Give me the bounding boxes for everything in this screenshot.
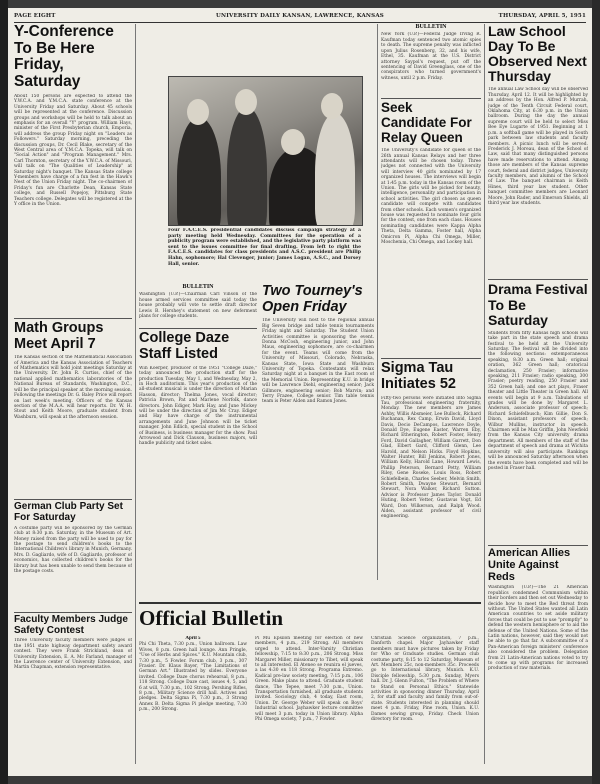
divider <box>14 318 132 319</box>
sigma-body: Fifty-two persons were initiated into Sigma Tau, professional engineering fraternity, Monday. The new members are James Ashby, Willis Absmeier, Lee Bullock, Richard Buchanan, Rex Camp, Erwin David, Lloyd Davis, Decio DeCampos, Lawrence Doyle, Donald Dye, Eugene Easter, Warren Eby, Richard Etherington, Robert Foster, Henry Ford, David Gallagher, William Garrett, Don Glad, Elbert Gard, Clifford Glenn, Lee Harold, and Nelson Hicks. Floyd Hopkins, Walter Hunter, Bill Jenkins, Robert Jones, William Kelly, Harold Lane, Howard Lewis, Phillip Peterson, Bernard Petty, William Riley, Gene Roseke, Louis Ross, Robert Schiefelbein, Charles Seeber, Melvin Smith, Robert Smith, Dwayne Stewart, Bernard Stewart, Nora Walker, Richard Sutton. Advisor is Professor James Taylor. Donald Huting, Robert Vetter, Gustavus Vogt, Ed Ward, Don Wilkerson, and Ralph Wood. Alden, assistant professor of civil engineering. <box>381 395 481 520</box>
bulletin-col3-text: Christian Science organization, 7 p.m., Danforth chapel. Major Jayhawker staff members must have pictures taken by Friday for Who or Graduate studies. German club costume party, 8:15 to 12 Saturday, Museum of Art. Members 25c, non-members 35c. Proceeds go to International library, Munich. K.U. Disciple fellowship, 5:30 p.m. Sunday, Myers hall. Dr. J. Glenn Fulton, "The Problem of Where to Stand on Personal Ethics." Statewide activities in sponsoring dinner Thursday, April 2, for staff and faculty and family from out-of-state. Students interested in planning should meet 4 p.m. Friday, Pine room, Union. K.U. Dames sewing group, Friday. Check Union directory for room. <box>371 636 479 723</box>
column-center-right <box>381 24 481 580</box>
math-body: The Kansas section of the Mathematical Association of America and the Kansas Association of Teachers of Mathematics will hold joint meetings Saturday at the University. Dr. John R. Curtiss, chief of the national applied mathematics laboratories of the National Bureau of Standards, Washington, D.C., will be the principal speaker at the morning session. Following the meetings Dr. G. Baley Price will report on last week's meeting. Officers of the Kansas section of the M.A.A. will hear reports. Dr. W. H. Stout and Keith Moore, graduate student from Washburn, will speak at the afternoon session. <box>14 355 132 420</box>
bulletin-col-3 <box>371 636 479 772</box>
drama-body: Students from fifty Kansas high schools will take part in the state speech and drama festival to be held at the University Saturday. The festival will be divided into the following sections: extemporaneous speaking, 8:30 a.m. Green hall; original oration, 362 Green hall; oratorical declamation, 250 Frasier; informative speaking, 211 Frasier; radio speaking, 300 Frasier; poetry reading, 250 Frasier and 352 Green hall; and one act plays, Fraser theater and Little Theater in Green hall. All events will begin at 9 a.m. Tabulations of grades will be done by Margaret L. Anderson, associate professor of speech; Richard Schiefelbusch; Kim Gillie, Don S. Dixon, assistant professors of speech; Wilbur Mullins, instructor in speech. Chairmen will be Max Griffin, John Newfield from the Kansas City university drama department. All members of the staff of the department of speech and drama at Wichita university will also participate. Rankings will be announced Saturday afternoon when the events have been completed and will be posted in Fraser hall. <box>488 330 588 471</box>
paper-name: UNIVERSITY DAILY KANSAN, LAWRENCE, KANSAS <box>216 13 384 19</box>
divider <box>488 545 588 546</box>
bulletin-col2-text: Pi Mu Epsilon meeting for election of new members, 4 p.m., 219 Strong. All members urged to attend. Inter-Varsity Christian fellowship, 7:15 to 8:30 p.m., 206 Strong. Miss Margaret Miller, missionary to Tibet, will speak to all interested. El Ateneo se reunira el jueves, a las 4:30 en 118 Strong. Programa Extremo. Kadical pre-law society meeting, 7:15 p.m., 106 Green. Make plans to attend. Graduate student dance, The Tepee, meet 7:30 p.m., Union. Transportation furnished, all graduate students invited. Sociology club, 4 today, East room, Union. Dr. George Weber will speak on Boys' Industrial school. Jayhawker lecture committee will meet 3 p.m. today in Union library. Alpha Phi Omega society, 7 p.m., 7 Fowler. <box>255 636 363 723</box>
german-body: A costume party will be sponsored by the German club at 8:30 p.m. Saturday, in the Museum of Art. Money raised from the party will be used to pay for the postage to send children's books to the International Children's library in Munich, Germany. Mrs. D. Gagliardo, wife of D. Gagliardo, professor of economics, has collected children's books for the library but has been unable to send them because of the postage costs. <box>14 525 132 575</box>
photo-face <box>235 89 257 115</box>
divider <box>381 358 481 359</box>
tourney-body: The University will host to the regional annual Big Seven bridge and table tennis tournaments Friday night and Saturday. The Student Union Activities committee is sponsoring the event. Donna McCosh, engineering junior, and John Maus, engineering sophomore, are co-chairmen for the event. Teams will come from the University of Missouri, Colorado, Nebraska, Kansas State, Iowa State and Washburn University of Topeka. Contestants will relax Saturday night at a banquet in the East room of the Memorial Union. Representing K.U. in bridge will be Lawrence Diehl, engineering senior; Jack Gillmore, engineering senior; Bob Marvin; and Terry Frazee, College senior. Tim table tennis team is Peter Alden and Ramon Jones. <box>262 318 374 405</box>
daze-headline: College Daze Staff Listed <box>139 330 230 363</box>
lawday-body: The annual Law School day will be observed Thursday, April 12. It will be highlighted by an address by the Hon. Alfred P. Murrah, judge of the Tenth Circuit Federal court, Oklahoma City, at 6:30 p.m. in the Union ballroom. During the day the annual supreme court will be held to select Miss Bee Eye Lugarte of 1951. Beginning at 1 p.m. a softball game will be played in South park between law students and faculty members. A picnic lunch will be served. Frederick J. Moreau, dean of the School of Law, said that many distinguished persons have made reservations to attend. Among those are members of the Kansas supreme court, federal and district judges, University faculty members, and alumni of the School of Law. The banquet chairman is Keith Hines, third year law student. Other banquet committee members are Leonard Moore, John Rader, and Emerson Shields, all third year law students. <box>488 87 588 206</box>
column-rule <box>377 24 378 580</box>
bulletin-board-rule <box>139 602 481 604</box>
bulletin-col-2 <box>255 636 363 772</box>
page-date: THURSDAY, APRIL 5, 1951 <box>498 13 586 19</box>
bulletin-date: April 5 <box>185 636 201 641</box>
column-rule <box>135 24 136 764</box>
photo-person <box>177 117 221 226</box>
photo-caption: Four F.A.C.E.S. presidential candidates discuss campaign strategy at a party meeting held Wednesday. Committees for the operation of a publicity program were established, and the legislative party platform was sent to the issues committee for final drafting. From left to right the F.A.C.E.S. candidates for class presidents and A.S.C. president are Philip Hahn, sophomore; Hal Clevenger, junior; James Logan, A.S.C., and Dorsey Hall, senior. <box>168 228 361 267</box>
math-headline: Math Groups Meet April 7 <box>14 319 104 352</box>
sigma-headline: Sigma Tau Initiates 52 <box>381 360 456 392</box>
faculty-body: Three University faculty members were judges of the 1951 state highway department safety award contest. They were Frank Strickland, dean of University Extension, E. A. Mc Farland, manager of the Lawrence center of University Extension, and Martin Chapman, extension representative. <box>14 638 132 671</box>
photo-face <box>321 93 343 119</box>
newspaper-page <box>8 8 592 776</box>
yconf-headline: Y-Conference To Be Here Friday, Saturday <box>14 24 114 91</box>
divider <box>14 499 132 500</box>
bulletin2-kicker: BULLETIN <box>415 24 447 30</box>
photo-person <box>315 113 355 226</box>
yconf-body: About 150 persons are expected to attend the Y.W.C.A. and Y.M.C.A. state conference at the University Friday and Saturday. About 45 schools will be represented at the conference. Discussion groups and workshops will be held to talk about an emphasis for an overall "Y" program. William Hays, minister of the First Presbyterian church, Emporia, will address the group Friday night on "Leaders as Followers." Saturday morning, preceding the discussion groups, Dr. Cecil Blake, secretary of the West Central area of Y.M.C.A. Topeka, will talk on "Social Action" and "Program Management." Mrs. Carl Thornton, secretary of the Y.W.C.A. of Missouri, will talk on "The Qualities of Leadership" at Saturday night's banquet. The Kansas State college Y-members have charge of a fun fest in the Hawk's Nest of the Union Friday night. The co-chairmen of Friday's fun are Charlotte Dean, Kansas State college, and Russell Popejoy, Pittsburg State Teachers college. Delegates will be registered at the Y office in the Union. <box>14 93 132 208</box>
official-bulletin <box>139 606 481 774</box>
official-bulletin-title: Official Bulletin <box>139 606 284 630</box>
divider <box>14 612 132 613</box>
bulletin2-body: New York (U.P.)—Federal Judge Irving R. Kaufman today sentenced two atomic spies to death. The supreme penalty was inflicted upon Julius Rosenberg, 32, and his wife, Ethel, 35. Kaufman at the U.S. District attorney Saypol's request, put off the sentencing of David Greenglass, one of the conspirators who turned government's witness, until 2 p.m. Friday. <box>381 32 481 81</box>
column-center-left <box>139 284 257 596</box>
divider <box>381 98 481 99</box>
binder-edge-right <box>592 0 600 784</box>
bulletin1-body: Washington (U.P.)—Chairman Carl Vinson of the house armed services committee said today the house probably will vote to settle draft director Lewis B. Hershey's statement on new deferment plans for college students. <box>139 292 257 320</box>
column-center <box>262 284 374 596</box>
relay-headline: Seek Candidate For Relay Queen <box>381 100 472 145</box>
column-left <box>14 24 132 774</box>
lawday-headline: Law School Day To Be Observed Next Thursday <box>488 24 587 85</box>
photo-face <box>281 129 305 155</box>
photo-face <box>187 99 209 125</box>
divider <box>488 279 588 280</box>
candidates-photo <box>168 76 363 226</box>
bulletin-col1-text: Phi Chi Theta, 7:30 p.m., Union ballroom. Law Wives, 8 p.m. Green hall lounge. Ann Pringle, "Use of Herbs and Spices." K.U. Mountain club, 7:30 p.m., 5 Fowler. Forum club, 3 p.m., 307 Frasier. Dr. Klaus Bayer, "The Limitations of German Art." Illustrated by slides. Everyone invited. College Daze chorus rehearsal, 8 p.m., 118 Strong. College Daze cast, issues 4, 5, and 6 at will, 7:30 p.m., 102 Strong. Pershing Rifles, 8 p.m., Military Science drill hall. Actives and pledges. Delta Sigma Pi, 7:30 p.m., 3 Strong Annex B. Delta Sigma Pi pledge meeting, 7:30 p.m., 200 Strong. <box>139 642 247 713</box>
allies-body: Washington (U.P.)—The 21 American republics condemned Communism within their borders and then set out Wednesday to decide how to meet the Red threat from without. The United States wanted all Latin American countries to set aside military forces that could be put to use "promptly" to defend the western hemisphere or to aid the defense of the United Nations. Some of the Latin nations, however, said they would not be able to go that far. A subcommittee of a Pan-American foreign ministers' conference also considered the problem. Delegation from 21 Latin-American nations voted to try to come up with programs for increased production of raw materials. <box>488 585 588 672</box>
german-headline: German Club Party Set For Saturday <box>14 501 123 524</box>
column-right <box>488 24 588 774</box>
binder-edge-left <box>0 0 8 784</box>
tourney-headline: Two Tourney's Open Friday <box>262 284 363 315</box>
daze-body: Win Koerper, producer of the 1951 "College Daze," today announced the production staff for the production Tuesday, May 1, and Wednesday, May 2, in Hoch auditorium. This year's production of the all-student musical is under the direction of Marian Hasson, director; Thelma Jones, vocal director; Patricia Brown, Pat and Marlene Norfolk, dance directors. John Ediger, Mark Hay, and June Mickey will be under the direction of Jim Mc Cray. Ediger and Hay have charge of the instrumental arrangements and June Johnson will be ticket manager. John Edlich, special student in the School of Business, is business manager for the show. Paul Arrowood and Dick Clauson, business majors, will handle publicity and ticket sales. <box>139 365 257 447</box>
bulletin1-kicker: BULLETIN <box>182 284 214 290</box>
drama-headline: Drama Festival To Be Saturday <box>488 281 588 328</box>
relay-body: The University's candidate for queen of the 26th annual Kansas Relays and her three attendants will be chosen today. Three judges not connected with the University will interview 40 girls nominated by 17 organized houses. The interviews will begin at 1:45 p.m. today in the Kansas room of the Union. The girls will be picked for beauty, intelligence, personality and participation in school activities. The girl chosen as queen candidate will compete with candidates from other schools. Each women's organized house was requested to nominate four girls for the contest, one from each class. Houses nominating candidates were Kappa Alpha Theta, Delta Gamma, Foster hall, Alpha Omicron Pi, Alpha Chi Omega, Miller, Moschemia, Chi Omega, and Lockey hall. <box>381 148 481 246</box>
page-header <box>14 12 586 23</box>
photo-person <box>227 107 267 226</box>
faculty-headline: Faculty Members Judge Safety Contest <box>14 613 128 636</box>
divider <box>139 328 257 329</box>
allies-headline: American Allies Unite Against Reds <box>488 546 571 583</box>
page-number: PAGE EIGHT <box>14 13 56 19</box>
column-rule <box>484 24 485 764</box>
bulletin-col-1 <box>139 636 247 772</box>
